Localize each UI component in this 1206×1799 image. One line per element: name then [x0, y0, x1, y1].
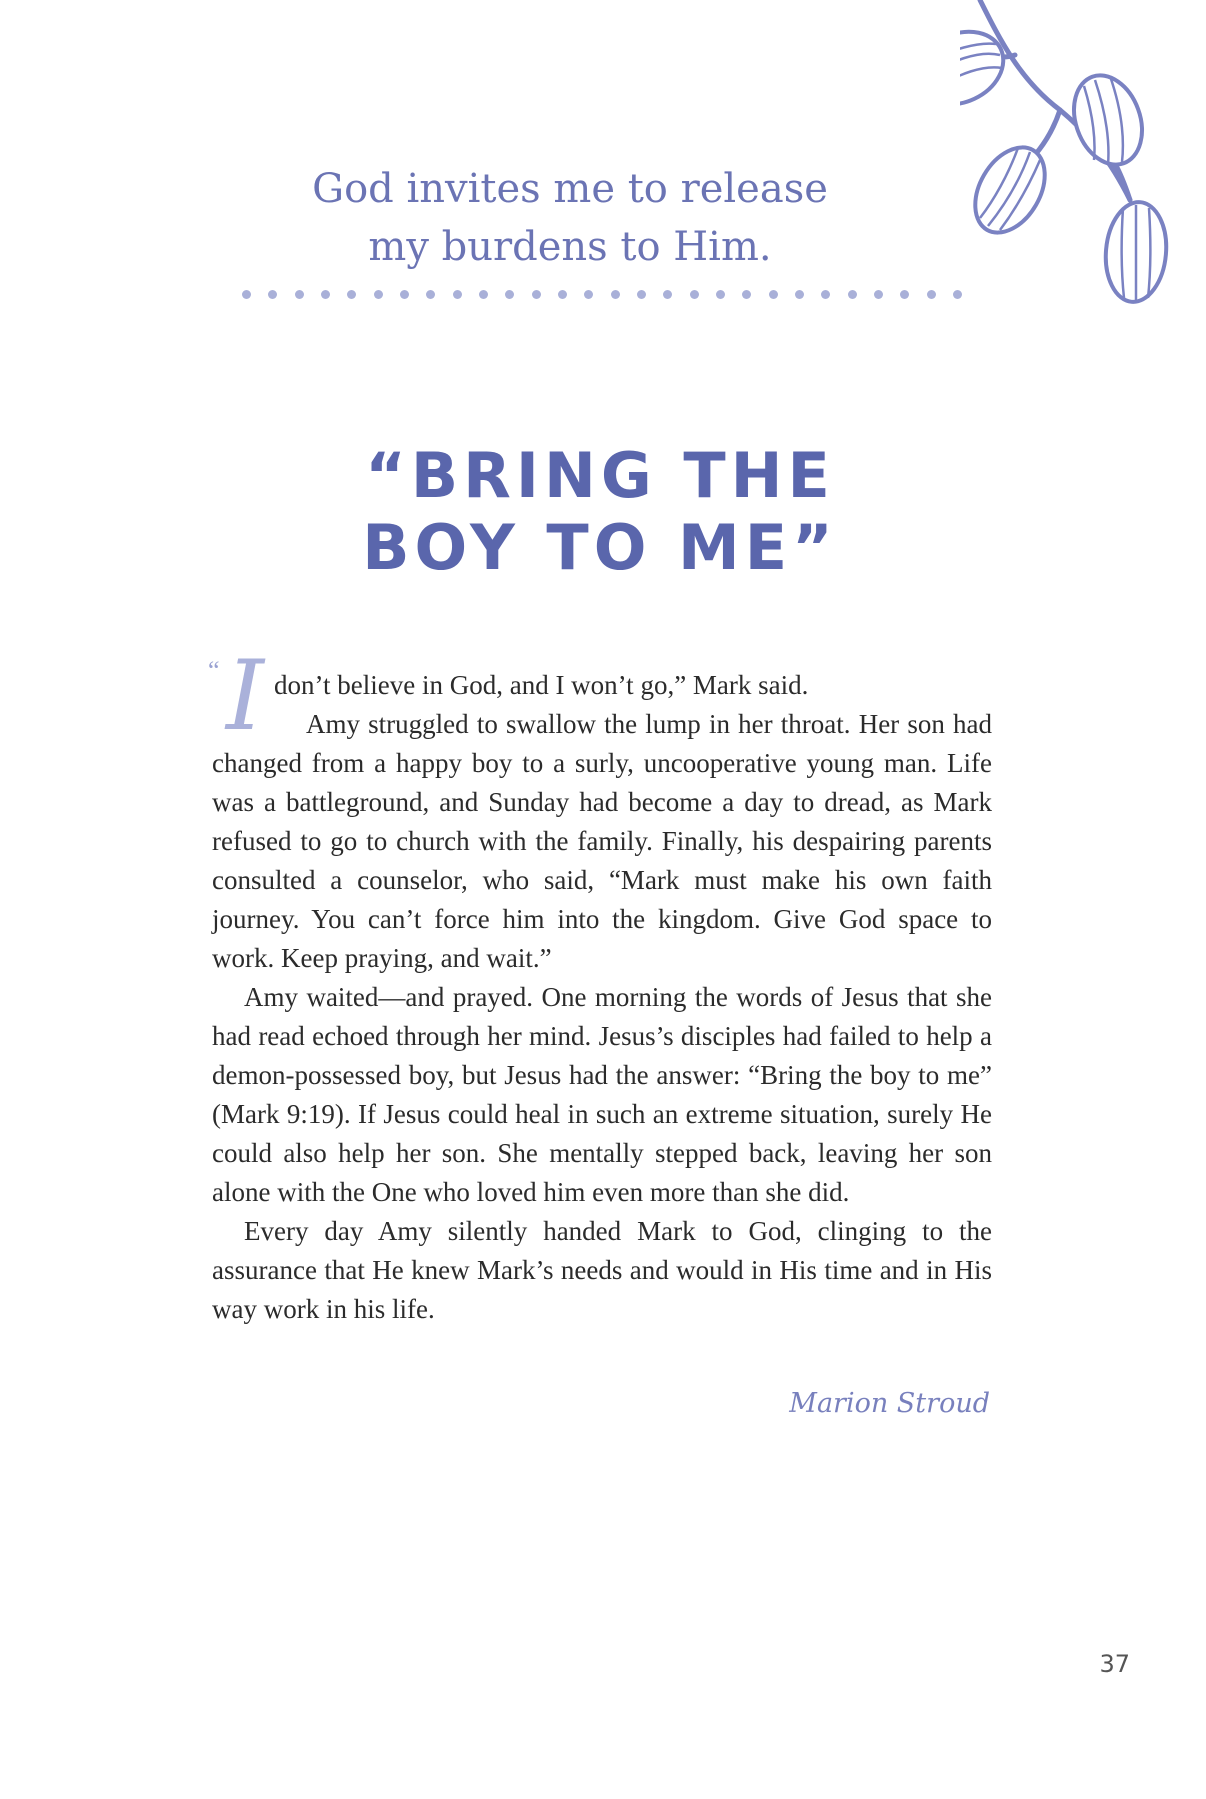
opening-paragraph	[208, 640, 992, 752]
drop-cap-letter: I	[226, 640, 264, 752]
title-line-1: “BRING THE	[365, 439, 835, 512]
drop-cap	[208, 640, 268, 752]
subtitle-line-2: my burdens to Him.	[368, 224, 772, 270]
body-paragraph: Amy struggled to swallow the lump in her throat. Her son had changed from a happy boy to a surly, uncooperative young man. Life was a battleground, and Sunday had become a day to dread, as Mark refused to go to church with the family. Finally, his despairing parents consulted a counselor, who said, “Mark must make his own faith journey. You can’t force him into the kingdom. Give God space to work. Keep praying, and wait.”	[212, 709, 992, 973]
drop-cap-quote: “	[208, 656, 220, 685]
subtitle-line-1: God invites me to release	[312, 166, 828, 212]
title-line-2: BOY TO ME”	[362, 511, 838, 584]
opening-text: don’t believe in God, and I won’t go,” Mark said.	[274, 670, 809, 700]
body-paragraph: Every day Amy silently handed Mark to God, clinging to the assurance that He knew Mark’s needs and would in His time and in His way work in his life.	[212, 1216, 992, 1324]
devotion-body	[208, 640, 992, 1329]
dotted-divider	[242, 290, 962, 304]
body-paragraph: Amy waited—and prayed. One morning the words of Jesus that she had read echoed through her mind. Jesus’s disciples had failed to help a demon-possessed boy, but Jesus had the answer: “Bring the boy to me” (Mark 9:19). If Jesus could heal in such an extreme situation, surely He could also help her son. She mentally stepped back, leaving her son alone with the One who loved him even more than she did.	[212, 982, 992, 1207]
page-number: 37	[1099, 1650, 1130, 1678]
devotion-title	[200, 440, 1000, 584]
olive-branch-icon	[960, 0, 1180, 320]
devotion-subtitle	[250, 160, 890, 276]
author-signature: Marion Stroud	[789, 1388, 990, 1419]
